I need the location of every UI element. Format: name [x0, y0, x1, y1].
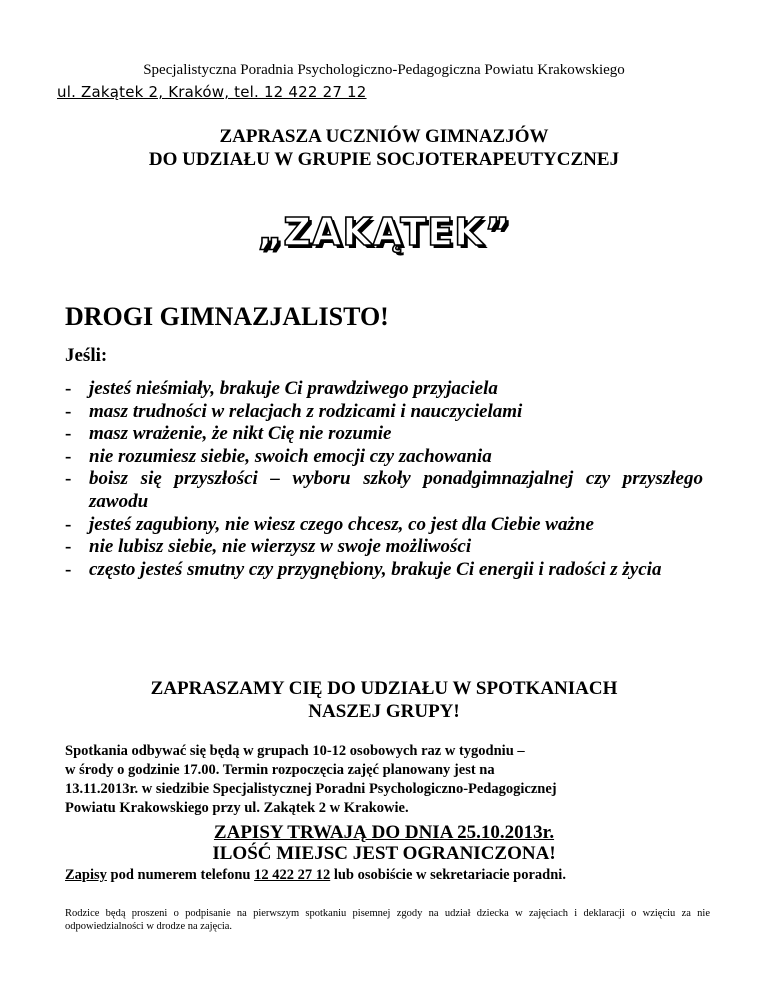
list-item: - masz trudności w relacjach z rodzicami i nauczycielami	[65, 400, 523, 422]
list-item: - jesteś nieśmiały, brakuje Ci prawdziwego przyjaciela	[65, 378, 498, 399]
meeting-details	[65, 742, 715, 818]
registration-word: Zapisy	[65, 867, 107, 883]
problem-list	[65, 378, 703, 581]
phone-registration: Zapisy pod numerem telefonu 12 422 27 12 lub osobiście w sekretariacie poradni.	[65, 867, 566, 883]
registration-deadline: ZAPISY TRWAJĄ DO DNIA 25.10.2013r.	[213, 822, 555, 843]
details-line-2: w środy o godzinie 17.00. Termin rozpoczęcia zajęć planowany jest na	[65, 762, 495, 778]
invitation-heading	[0, 125, 768, 171]
group-name-logo: „ZAKĄTEK”	[257, 210, 511, 254]
institution-name: Specjalistyczna Poradnia Psychologiczno-Pedagogiczna Powiatu Krakowskiego	[143, 62, 625, 78]
list-item: - jesteś zagubiony, nie wiesz czego chcesz, co jest dla Ciebie ważne	[65, 513, 594, 535]
list-item: - masz wrażenie, że nikt Cię nie rozumie	[65, 423, 392, 445]
registration-notice	[0, 822, 768, 864]
greeting-heading: DROGI GIMNAZJALISTO!	[65, 302, 389, 331]
call-line-2: NASZEJ GRUPY!	[308, 701, 460, 722]
call-to-action	[0, 677, 768, 723]
details-line-3: 13.11.2013r. w siedzibie Specjalistycznej Poradni Psychologiczno-Pedagogicznej	[65, 781, 557, 797]
details-line-1: Spotkania odbywać się będą w grupach 10-12 osobowych raz w tygodniu –	[65, 743, 525, 759]
limited-places: ILOŚĆ MIEJSC JEST OGRANICZONA!	[212, 843, 556, 864]
list-item: - boisz się przyszłości – wyboru szkoły ponadgimnazjalnej czy przyszłego zawodu	[65, 468, 703, 512]
institution-address: ul. Zakątek 2, Kraków, tel. 12 422 27 12	[57, 83, 367, 101]
invitation-line-2: DO UDZIAŁU W GRUPIE SOCJOTERAPEUTYCZNEJ	[148, 149, 620, 170]
list-item: - często jesteś smutny czy przygnębiony, brakuje Ci energii i radości z życia	[65, 558, 662, 580]
phone-number: 12 422 27 12	[254, 867, 331, 883]
list-item: - nie lubisz siebie, nie wierzysz w swoje możliwości	[65, 536, 472, 558]
if-label: Jeśli:	[65, 345, 108, 366]
invitation-line-1: ZAPRASZA UCZNIÓW GIMNAZJÓW	[219, 126, 549, 147]
call-line-1: ZAPRASZAMY CIĘ DO UDZIAŁU W SPOTKANIACH	[150, 678, 618, 699]
parent-consent-note: Rodzice będą proszeni o podpisanie na pierwszym spotkaniu pisemnej zgody na udział dziecka w zajęciach i deklaracji o wzięciu za nie odpowiedzialności w drodze na zajęcia.	[65, 908, 710, 932]
list-item: - nie rozumiesz siebie, swoich emocji czy zachowania	[65, 445, 492, 467]
details-line-4: Powiatu Krakowskiego przy ul. Zakątek 2 w Krakowie.	[65, 800, 409, 816]
